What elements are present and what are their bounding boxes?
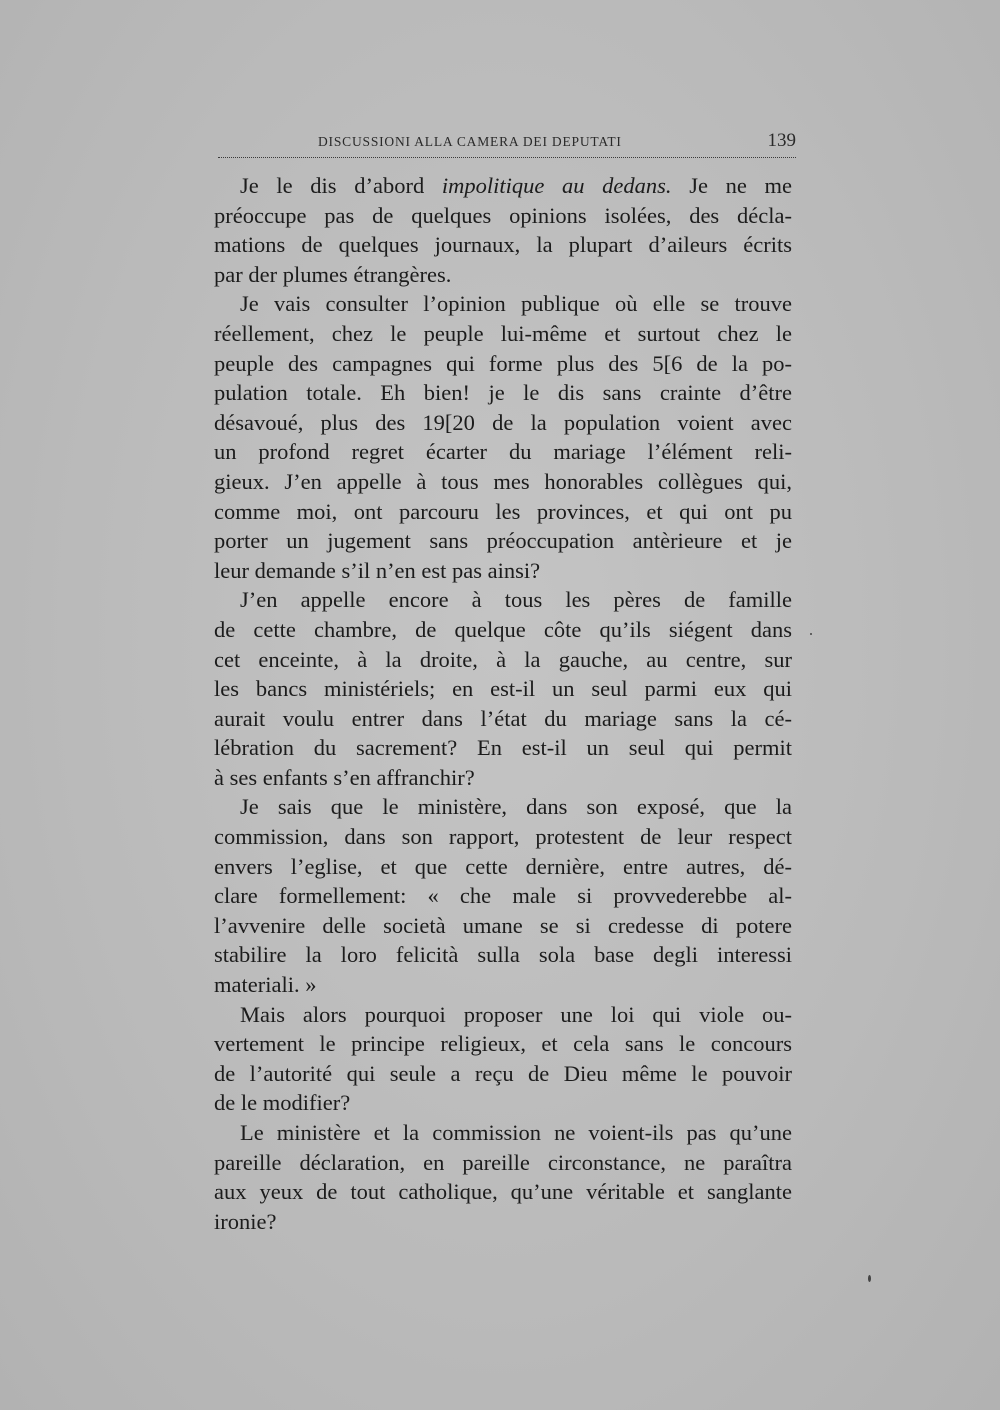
text-line: vertement le principe religieux, et cela sans le concours [214, 1031, 792, 1057]
paper-speck [810, 633, 812, 635]
text-line: aux yeux de tout catholique, qu’une véritable et sanglante [214, 1179, 792, 1205]
text-line: ironie? [214, 1208, 277, 1234]
text-line: Je vais consulter l’opinion publique où elle se trouve [240, 291, 792, 317]
text-line: leur demande s’il n’en est pas ainsi? [214, 557, 541, 583]
text-line: Le ministère et la commission ne voient-ils pas qu’une [240, 1120, 792, 1145]
paragraph [214, 792, 792, 999]
emphasis: impolitique au dedans. [441, 173, 672, 198]
text-line: pareille déclaration, en pareille circonstance, ne paraîtra [214, 1149, 792, 1175]
text-line: peuple des campagnes qui forme plus des 5[6 de la po- [214, 350, 792, 376]
text-line: pulation totale. Eh bien! je le dis sans crainte d’être [214, 380, 792, 406]
paragraph [214, 585, 792, 792]
body-text [214, 171, 792, 1236]
text-line: de le modifier? [214, 1090, 351, 1116]
paragraph [214, 289, 792, 585]
text-line: Mais alors pourquoi proposer une loi qui viole ou- [240, 1001, 792, 1027]
text-line: lébration du sacrement? En est-il un seul qui permit [214, 735, 792, 761]
text-line: aurait voulu entrer dans l’état du mariage sans la cé- [214, 705, 792, 731]
paper-speck [868, 1275, 871, 1282]
text-line: de cette chambre, de quelque côte qu’ils siégent dans [214, 616, 792, 642]
text-line: materiali. » [214, 972, 317, 998]
text-line: l’avvenire delle società umane se si credesse di potere [214, 912, 792, 938]
text-line: commission, dans son rapport, protestent de leur respect [214, 824, 792, 850]
text-line: envers l’eglise, et que cette dernière, entre autres, dé- [214, 853, 792, 879]
page-number: 139 [767, 130, 796, 151]
text-line: clare formellement: « che male si provvederebbe al- [214, 883, 792, 909]
running-title: DISCUSSIONI ALLA CAMERA DEI DEPUTATI [318, 134, 622, 149]
text-line: par der plumes étrangères. [214, 261, 452, 287]
text-line: Je le dis d’abord impolitique au dedans. Je ne me [240, 173, 792, 198]
paragraph [214, 1000, 792, 1118]
text-line: à ses enfants s’en affranchir? [214, 764, 475, 790]
text-line: comme moi, ont parcouru les provinces, et qui ont pu [214, 498, 792, 524]
running-head [218, 130, 796, 160]
text-line: les bancs ministériels; en est-il un seul parmi eux qui [214, 676, 792, 702]
header-rule [218, 157, 796, 158]
text-line: Je sais que le ministère, dans son exposé, que la [240, 794, 792, 820]
text-line: mations de quelques journaux, la plupart d’aileurs écrits [214, 232, 792, 258]
text-line: porter un jugement sans préoccupation antèrieure et je [214, 528, 792, 554]
text-line: préoccupe pas de quelques opinions isolées, des décla- [214, 202, 792, 228]
text-line: désavoué, plus des 19[20 de la population voient avec [214, 409, 792, 435]
text-line: de l’autorité qui seule a reçu de Dieu même le pouvoir [214, 1060, 792, 1086]
paragraph [214, 1118, 792, 1236]
paragraph [214, 171, 792, 289]
text-line: stabilire la loro felicità sulla sola base degli interessi [214, 942, 792, 968]
text-line: J’en appelle encore à tous les pères de famille [240, 587, 792, 613]
text-line: gieux. J’en appelle à tous mes honorables collègues qui, [214, 468, 792, 494]
text-line: cet enceinte, à la droite, à la gauche, au centre, sur [214, 646, 792, 672]
text-line: réellement, chez le peuple lui-même et surtout chez le [214, 320, 792, 346]
text-line: un profond regret écarter du mariage l’élément reli- [214, 439, 792, 465]
